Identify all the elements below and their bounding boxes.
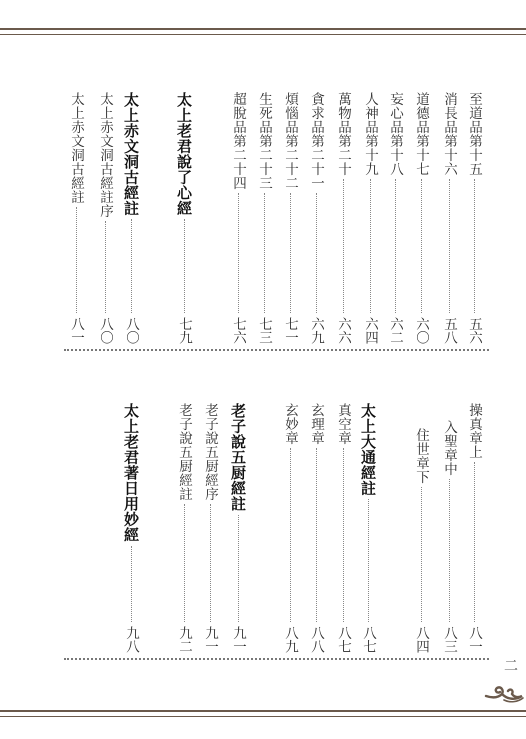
toc-entry[interactable] [200,403,220,653]
toc-title: 生死品第二十三 [256,92,272,190]
toc-title: 住世章下 [413,428,429,484]
dot-leader [264,193,265,313]
toc-page: 六四 [362,317,378,344]
toc-title: 消長品第十六 [441,92,457,176]
top-border-rule-thin [0,34,526,35]
toc-entry[interactable] [439,92,459,344]
dot-leader [474,462,475,622]
toc-entry[interactable] [411,92,431,344]
toc-title: 入聖章中 [441,420,457,476]
dot-leader [76,207,77,313]
dot-leader [449,179,450,313]
toc-page: 六〇 [413,317,429,344]
toc-title: 老子說五厨經註 [176,403,192,501]
section-divider [64,658,489,660]
dot-leader [343,448,344,622]
toc-page: 八七 [360,626,376,653]
toc-entry[interactable] [360,92,380,344]
toc-title: 太上老君著日用妙經 [122,403,140,543]
toc-entry[interactable] [333,403,353,653]
dot-leader [184,504,185,622]
toc-title: 太上赤文洞古經註 [122,92,140,216]
dot-leader [131,546,132,623]
toc-title: 萬物品第二十 [335,92,351,176]
toc-title: 太上赤文洞古經註序 [97,92,113,218]
toc-title: 妄心品第十八 [387,92,403,176]
toc-page: 五八 [441,317,457,344]
toc-page: 八〇 [97,317,113,344]
toc-entry[interactable] [254,92,274,344]
section-divider [64,349,489,351]
page-number: 二 [502,658,518,672]
toc-entry[interactable] [228,92,248,344]
toc-entry[interactable] [174,403,194,653]
toc-entry[interactable] [306,403,326,653]
toc-title: 太上大通經註 [359,403,377,496]
toc-page: 九一 [230,626,246,653]
toc-page: 七一 [282,317,298,344]
toc-page: 八一 [466,626,482,653]
dot-leader [316,193,317,313]
dot-leader [184,219,185,313]
toc-title: 人神品第十九 [362,92,378,176]
toc-title: 玄理章 [308,403,324,445]
toc-entry[interactable] [95,92,115,344]
toc-page: 八〇 [123,317,139,344]
toc-title: 太上赤文洞古經註 [68,92,84,204]
dot-leader [290,448,291,622]
toc-title: 老子說五厨經序 [202,403,218,501]
toc-page: 八三 [441,626,457,653]
toc-title: 老子說五厨經註 [229,403,247,512]
toc-entry-heading[interactable] [121,92,141,344]
cloud-ornament-icon [484,676,524,704]
toc-page: 九一 [202,626,218,653]
toc-page: 七三 [256,317,272,344]
toc-page: 六九 [308,317,324,344]
toc-page: 八七 [335,626,351,653]
toc-entry[interactable] [385,92,405,344]
toc-entry-heading[interactable] [174,92,194,344]
toc-title: 操真章上 [466,403,482,459]
toc-page: 七九 [176,317,192,344]
dot-leader [238,193,239,313]
dot-leader [421,487,422,622]
toc-entry[interactable] [280,92,300,344]
dot-leader [105,221,106,313]
toc-title: 煩惱品第二十二 [282,92,298,190]
bottom-border-rule [0,710,526,712]
toc-entry-heading[interactable] [121,403,141,653]
dot-leader [421,179,422,313]
toc-title: 超脫品第二十四 [230,92,246,190]
toc-entry[interactable] [464,403,484,653]
toc-page: 八八 [308,626,324,653]
toc-title: 道德品第十七 [413,92,429,176]
toc-page: 七六 [230,317,246,344]
toc-title: 真空章 [335,403,351,445]
dot-leader [343,179,344,313]
toc-title: 玄妙章 [282,403,298,445]
dot-leader [449,479,450,622]
toc-page: 九八 [123,626,139,653]
toc-title: 至道品第十五 [466,92,482,176]
dot-leader [290,193,291,313]
toc-title: 貪求品第二十一 [308,92,324,190]
dot-leader [395,179,396,313]
toc-entry[interactable] [280,403,300,653]
toc-entry[interactable] [66,92,86,344]
toc-title: 太上老君說了心經 [175,92,193,216]
toc-page: 六六 [335,317,351,344]
toc-page: 八四 [413,626,429,653]
toc-page: 九二 [176,626,192,653]
dot-leader [210,504,211,622]
toc-entry[interactable] [439,420,459,653]
bottom-border-rule-thin [0,716,526,717]
toc-entry[interactable] [306,92,326,344]
dot-leader [238,515,239,623]
toc-page: 五六 [466,317,482,344]
toc-entry[interactable] [333,92,353,344]
dot-leader [474,179,475,313]
toc-entry[interactable] [411,428,431,653]
toc-page: 八一 [68,317,84,344]
toc-entry[interactable] [464,92,484,344]
dot-leader [370,179,371,313]
toc-page: 八九 [282,626,298,653]
dot-leader [316,448,317,622]
top-border-rule [0,28,526,30]
toc-entry-heading[interactable] [358,403,378,653]
toc-page: 六二 [387,317,403,344]
toc-entry-heading[interactable] [228,403,248,653]
dot-leader [131,219,132,313]
dot-leader [368,499,369,622]
